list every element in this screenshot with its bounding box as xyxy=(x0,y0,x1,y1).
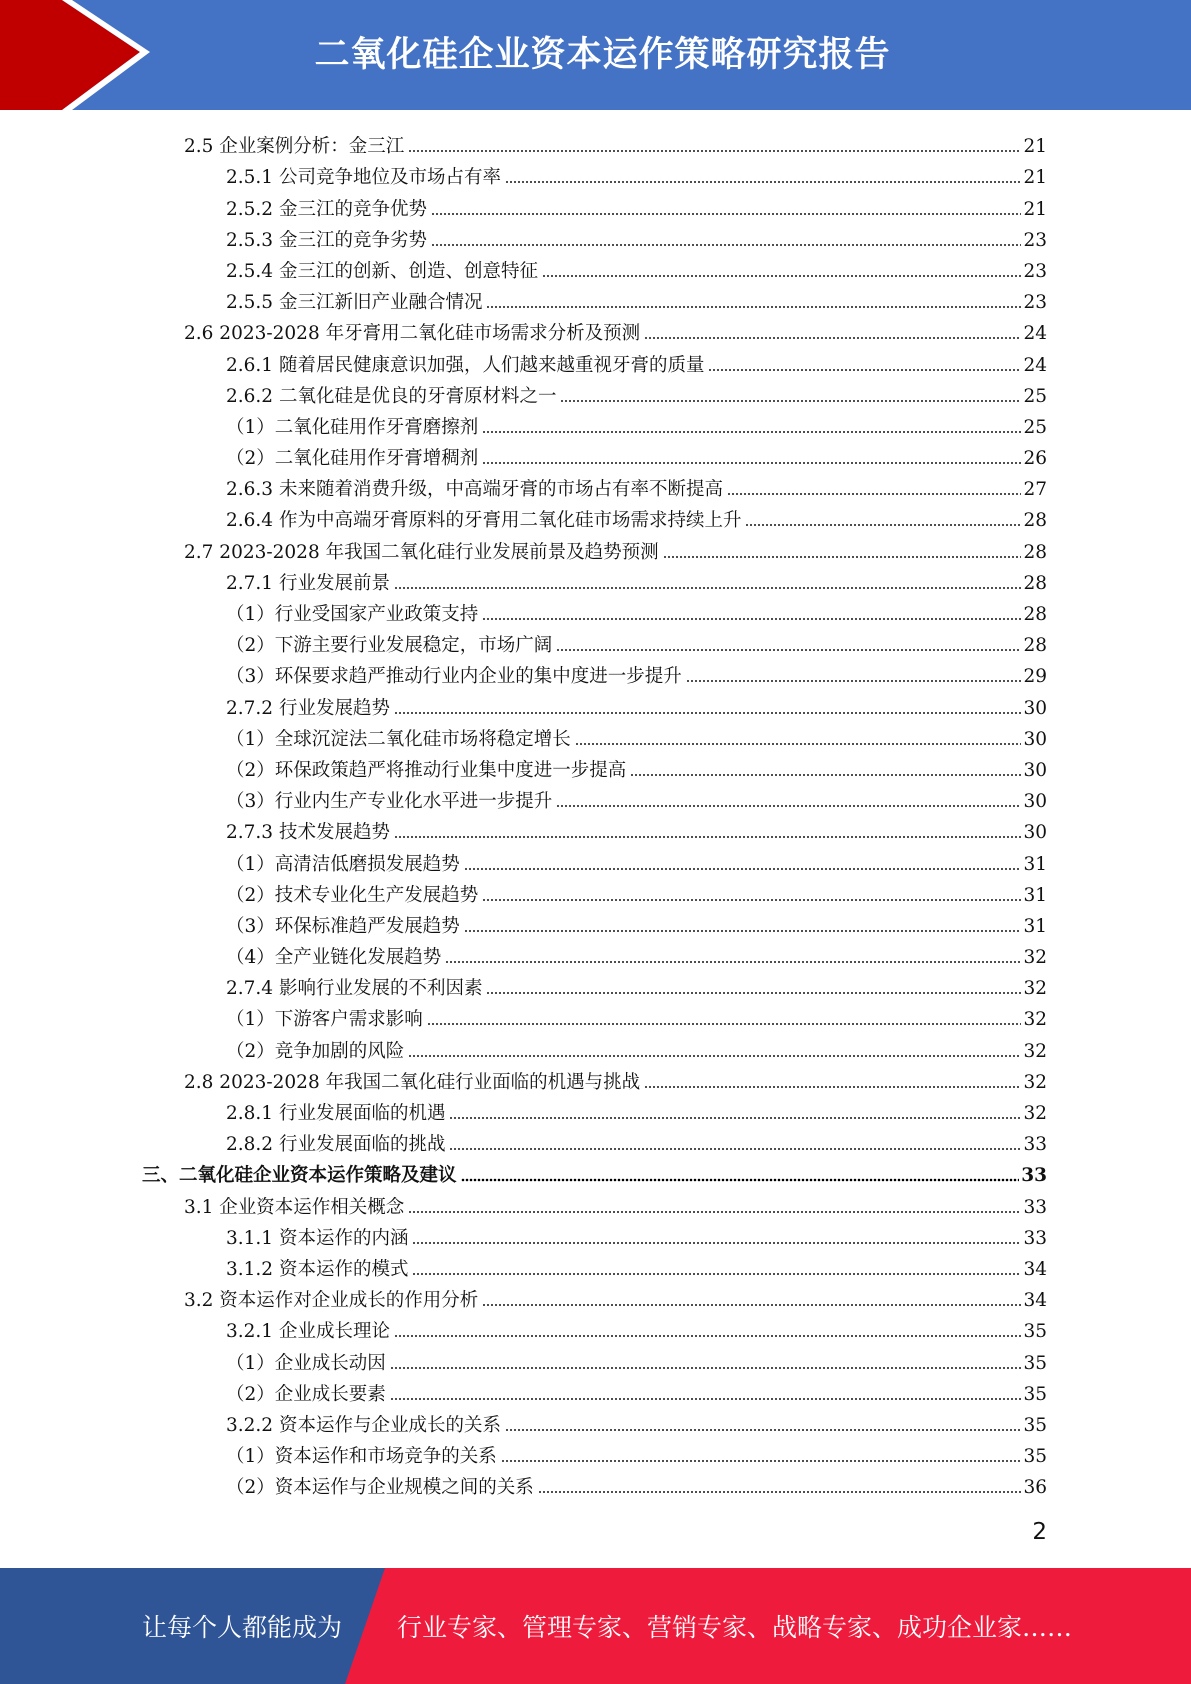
toc-entry-title: 2.5 企业案例分析：金三江 xyxy=(184,136,405,158)
toc-entry[interactable] xyxy=(0,595,1191,626)
page-number: 2 xyxy=(1032,1519,1047,1545)
toc-dot-leader xyxy=(461,1178,1020,1182)
toc-entry-title: （4）全产业链化发展趋势 xyxy=(226,947,442,969)
toc-entry[interactable] xyxy=(0,1312,1191,1343)
toc-entry[interactable] xyxy=(0,532,1191,563)
toc-dot-leader xyxy=(644,336,1021,340)
toc-entry-title: （1）资本运作和市场竞争的关系 xyxy=(226,1446,497,1468)
toc-entry[interactable] xyxy=(0,377,1191,408)
toc-entry[interactable] xyxy=(0,1375,1191,1406)
toc-entry-page: 28 xyxy=(1023,572,1047,594)
toc-dot-leader xyxy=(394,835,1021,839)
page-header xyxy=(0,0,1191,110)
toc-entry-title: 2.7.2 行业发展趋势 xyxy=(226,697,390,719)
toc-entry-page: 32 xyxy=(1023,1103,1047,1124)
toc-entry-page: 28 xyxy=(1023,510,1047,532)
toc-entry-page: 31 xyxy=(1023,915,1047,937)
toc-dot-leader xyxy=(464,867,1022,871)
toc-entry-title: 2.5.2 金三江的竞争优势 xyxy=(226,198,427,220)
toc-dot-leader xyxy=(412,1272,1021,1276)
toc-entry[interactable] xyxy=(0,1156,1191,1187)
toc-dot-leader xyxy=(505,180,1021,184)
toc-entry[interactable] xyxy=(0,626,1191,657)
toc-entry[interactable] xyxy=(0,1063,1191,1094)
footer-slogan-right: 行业专家、管理专家、营销专家、战略专家、成功企业家…… xyxy=(397,1613,1073,1642)
toc-entry[interactable] xyxy=(0,1437,1191,1468)
toc-dot-leader xyxy=(708,368,1021,372)
toc-entry-page: 23 xyxy=(1023,292,1047,314)
toc-entry-title: 三、二氧化硅企业资本运作策略及建议 xyxy=(142,1165,457,1187)
toc-entry-page: 30 xyxy=(1023,791,1047,813)
toc-dot-leader xyxy=(482,1303,1021,1307)
toc-entry[interactable] xyxy=(0,470,1191,501)
toc-entry-title: （2）二氧化硅用作牙膏增稠剂 xyxy=(226,448,479,470)
toc-entry-title: 3.1.2 资本运作的模式 xyxy=(226,1258,409,1280)
table-of-contents xyxy=(0,127,1191,1499)
toc-entry[interactable] xyxy=(0,751,1191,782)
toc-entry[interactable] xyxy=(0,439,1191,470)
toc-entry-title: （1）行业受国家产业政策支持 xyxy=(226,604,479,625)
toc-entry[interactable] xyxy=(0,1219,1191,1250)
toc-dot-leader xyxy=(542,274,1021,278)
toc-entry-page: 27 xyxy=(1023,479,1047,501)
toc-dot-leader xyxy=(486,305,1021,309)
toc-dot-leader xyxy=(449,1116,1021,1120)
toc-dot-leader xyxy=(644,1085,1021,1089)
toc-dot-leader xyxy=(431,212,1021,216)
report-title: 二氧化硅企业资本运作策略研究报告 xyxy=(314,35,891,75)
toc-entry-title: （3）环保标准趋严发展趋势 xyxy=(226,915,460,937)
toc-entry[interactable] xyxy=(0,907,1191,938)
toc-dot-leader xyxy=(464,929,1022,933)
toc-entry-title: 2.6.4 作为中高端牙膏原料的牙膏用二氧化硅市场需求持续上升 xyxy=(226,510,742,532)
toc-entry-page: 33 xyxy=(1021,1165,1047,1187)
toc-entry-title: 2.7.3 技术发展趋势 xyxy=(226,822,390,844)
toc-dot-leader xyxy=(431,243,1021,247)
toc-entry-title: （2）环保政策趋严将推动行业集中度进一步提高 xyxy=(226,759,627,781)
toc-entry-page: 25 xyxy=(1023,385,1047,407)
toc-entry[interactable] xyxy=(0,1000,1191,1031)
toc-entry[interactable] xyxy=(0,345,1191,376)
toc-entry-page: 21 xyxy=(1023,167,1047,189)
toc-entry-page: 28 xyxy=(1023,604,1047,625)
toc-entry-title: 2.6.3 未来随着消费升级，中高端牙膏的市场占有率不断提高 xyxy=(226,479,723,501)
toc-entry-title: （3）行业内生产专业化水平进一步提升 xyxy=(226,791,553,813)
toc-entry[interactable] xyxy=(0,1468,1191,1499)
toc-entry[interactable] xyxy=(0,782,1191,813)
toc-entry-title: （2）竞争加剧的风险 xyxy=(226,1040,405,1062)
toc-entry-title: 3.2.2 资本运作与企业成长的关系 xyxy=(226,1414,501,1436)
toc-entry[interactable] xyxy=(0,189,1191,220)
toc-entry-title: 2.6.1 随着居民健康意识加强，人们越来越重视牙膏的质量 xyxy=(226,354,705,376)
toc-dot-leader xyxy=(390,1366,1022,1370)
toc-dot-leader xyxy=(630,773,1021,777)
toc-entry-title: 2.7 2023-2028 年我国二氧化硅行业发展前景及趋势预测 xyxy=(184,541,659,563)
toc-entry-page: 35 xyxy=(1023,1383,1047,1405)
toc-entry[interactable] xyxy=(0,969,1191,1000)
footer-slogan-left: 让每个人都能成为 xyxy=(142,1613,343,1642)
toc-entry-page: 32 xyxy=(1023,978,1047,1000)
toc-entry[interactable] xyxy=(0,158,1191,189)
toc-entry-page: 23 xyxy=(1023,260,1047,282)
toc-entry-page: 30 xyxy=(1023,728,1047,750)
page-footer xyxy=(0,1568,1191,1684)
toc-entry-title: （2）企业成长要素 xyxy=(226,1383,386,1405)
toc-dot-leader xyxy=(482,430,1021,434)
toc-dot-leader xyxy=(482,898,1021,902)
toc-entry-title: 2.8.1 行业发展面临的机遇 xyxy=(226,1103,446,1124)
toc-entry-title: （2）下游主要行业发展稳定，市场广阔 xyxy=(226,635,553,657)
toc-entry-page: 33 xyxy=(1023,1196,1047,1218)
toc-dot-leader xyxy=(394,711,1021,715)
toc-entry-title: （1）企业成长动因 xyxy=(226,1352,386,1374)
toc-entry[interactable] xyxy=(0,938,1191,969)
toc-dot-leader xyxy=(482,617,1021,621)
toc-entry[interactable] xyxy=(0,252,1191,283)
toc-dot-leader xyxy=(486,991,1021,995)
toc-entry-page: 36 xyxy=(1023,1477,1047,1499)
toc-dot-leader xyxy=(501,1459,1022,1463)
toc-entry-page: 25 xyxy=(1023,416,1047,438)
toc-entry[interactable] xyxy=(0,564,1191,595)
toc-dot-leader xyxy=(412,1241,1021,1245)
toc-dot-leader xyxy=(560,399,1021,403)
toc-entry-page: 24 xyxy=(1023,323,1047,345)
toc-entry-title: 2.8.2 行业发展面临的挑战 xyxy=(226,1134,446,1156)
toc-entry-page: 35 xyxy=(1023,1414,1047,1436)
toc-dot-leader xyxy=(575,742,1022,746)
toc-entry-title: 2.6.2 二氧化硅是优良的牙膏原材料之一 xyxy=(226,385,557,407)
toc-dot-leader xyxy=(427,1022,1022,1026)
toc-dot-leader xyxy=(556,804,1021,808)
toc-dot-leader xyxy=(408,1054,1021,1058)
toc-entry[interactable] xyxy=(0,813,1191,844)
toc-entry-page: 30 xyxy=(1023,759,1047,781)
toc-entry[interactable] xyxy=(0,283,1191,314)
toc-entry[interactable] xyxy=(0,1094,1191,1125)
toc-dot-leader xyxy=(408,149,1021,153)
toc-entry-title: 2.6 2023-2028 年牙膏用二氧化硅市场需求分析及预测 xyxy=(184,323,641,345)
toc-entry[interactable] xyxy=(0,1187,1191,1218)
toc-dot-leader xyxy=(445,960,1021,964)
toc-dot-leader xyxy=(394,1334,1021,1338)
toc-entry[interactable] xyxy=(0,221,1191,252)
toc-entry-page: 30 xyxy=(1023,822,1047,844)
toc-dot-leader xyxy=(390,1397,1022,1401)
toc-dot-leader xyxy=(394,586,1021,590)
toc-entry-page: 31 xyxy=(1023,884,1047,906)
toc-dot-leader xyxy=(727,492,1021,496)
toc-dot-leader xyxy=(745,523,1021,527)
toc-entry-page: 34 xyxy=(1023,1290,1047,1312)
toc-entry[interactable] xyxy=(0,1281,1191,1312)
toc-dot-leader xyxy=(449,1147,1021,1151)
toc-entry-page: 34 xyxy=(1023,1258,1047,1280)
toc-entry-page: 31 xyxy=(1023,853,1047,875)
toc-entry-title: 2.5.5 金三江新旧产业融合情况 xyxy=(226,292,483,314)
toc-entry[interactable] xyxy=(0,688,1191,719)
toc-entry-page: 26 xyxy=(1023,448,1047,470)
toc-entry[interactable] xyxy=(0,314,1191,345)
toc-entry[interactable] xyxy=(0,1125,1191,1156)
toc-entry-title: 3.2 资本运作对企业成长的作用分析 xyxy=(184,1290,479,1312)
toc-entry-page: 35 xyxy=(1023,1321,1047,1343)
toc-entry-page: 21 xyxy=(1023,198,1047,220)
toc-entry[interactable] xyxy=(0,127,1191,158)
toc-entry-title: 3.1.1 资本运作的内涵 xyxy=(226,1227,409,1249)
toc-entry-page: 28 xyxy=(1023,635,1047,657)
toc-entry-title: 2.5.4 金三江的创新、创造、创意特征 xyxy=(226,260,538,282)
toc-dot-leader xyxy=(663,555,1022,559)
toc-entry[interactable] xyxy=(0,1031,1191,1062)
toc-dot-leader xyxy=(686,679,1022,683)
toc-entry-page: 35 xyxy=(1023,1446,1047,1468)
toc-dot-leader xyxy=(408,1210,1021,1214)
toc-entry-title: （3）环保要求趋严推动行业内企业的集中度进一步提升 xyxy=(226,666,682,688)
toc-entry-title: （1）下游客户需求影响 xyxy=(226,1009,423,1031)
toc-entry-title: （1）全球沉淀法二氧化硅市场将稳定增长 xyxy=(226,728,571,750)
toc-entry-title: 3.2.1 企业成长理论 xyxy=(226,1321,390,1343)
toc-entry-title: 2.8 2023-2028 年我国二氧化硅行业面临的机遇与挑战 xyxy=(184,1071,641,1093)
toc-entry-title: 2.5.3 金三江的竞争劣势 xyxy=(226,229,427,251)
toc-entry[interactable] xyxy=(0,720,1191,751)
toc-entry-title: （2）技术专业化生产发展趋势 xyxy=(226,884,479,906)
toc-entry-page: 32 xyxy=(1023,947,1047,969)
toc-entry[interactable] xyxy=(0,844,1191,875)
toc-entry-page: 32 xyxy=(1023,1009,1047,1031)
toc-entry-title: 2.7.1 行业发展前景 xyxy=(226,572,390,594)
toc-entry-page: 23 xyxy=(1023,229,1047,251)
toc-entry-page: 33 xyxy=(1023,1134,1047,1156)
toc-entry[interactable] xyxy=(0,657,1191,688)
toc-entry-page: 35 xyxy=(1023,1352,1047,1374)
toc-entry-title: 2.5.1 公司竞争地位及市场占有率 xyxy=(226,167,501,189)
toc-entry-title: （1）二氧化硅用作牙膏磨擦剂 xyxy=(226,416,479,438)
toc-entry-title: （2）资本运作与企业规模之间的关系 xyxy=(226,1477,534,1499)
toc-entry-page: 24 xyxy=(1023,354,1047,376)
toc-entry[interactable] xyxy=(0,1250,1191,1281)
toc-entry[interactable] xyxy=(0,1343,1191,1374)
toc-entry-page: 28 xyxy=(1023,541,1047,563)
toc-entry-page: 33 xyxy=(1023,1227,1047,1249)
toc-entry-title: （1）高清洁低磨损发展趋势 xyxy=(226,853,460,875)
toc-entry-title: 3.1 企业资本运作相关概念 xyxy=(184,1196,405,1218)
toc-entry-page: 30 xyxy=(1023,697,1047,719)
toc-entry-title: 2.7.4 影响行业发展的不利因素 xyxy=(226,978,483,1000)
toc-dot-leader xyxy=(482,461,1021,465)
toc-dot-leader xyxy=(538,1490,1022,1494)
toc-entry[interactable] xyxy=(0,408,1191,439)
toc-entry[interactable] xyxy=(0,501,1191,532)
toc-entry[interactable] xyxy=(0,1406,1191,1437)
toc-entry-page: 32 xyxy=(1023,1040,1047,1062)
toc-entry-page: 29 xyxy=(1023,666,1047,688)
toc-entry-page: 21 xyxy=(1023,136,1047,158)
toc-entry-page: 32 xyxy=(1023,1071,1047,1093)
toc-entry[interactable] xyxy=(0,876,1191,907)
toc-dot-leader xyxy=(505,1428,1021,1432)
toc-dot-leader xyxy=(556,648,1021,652)
